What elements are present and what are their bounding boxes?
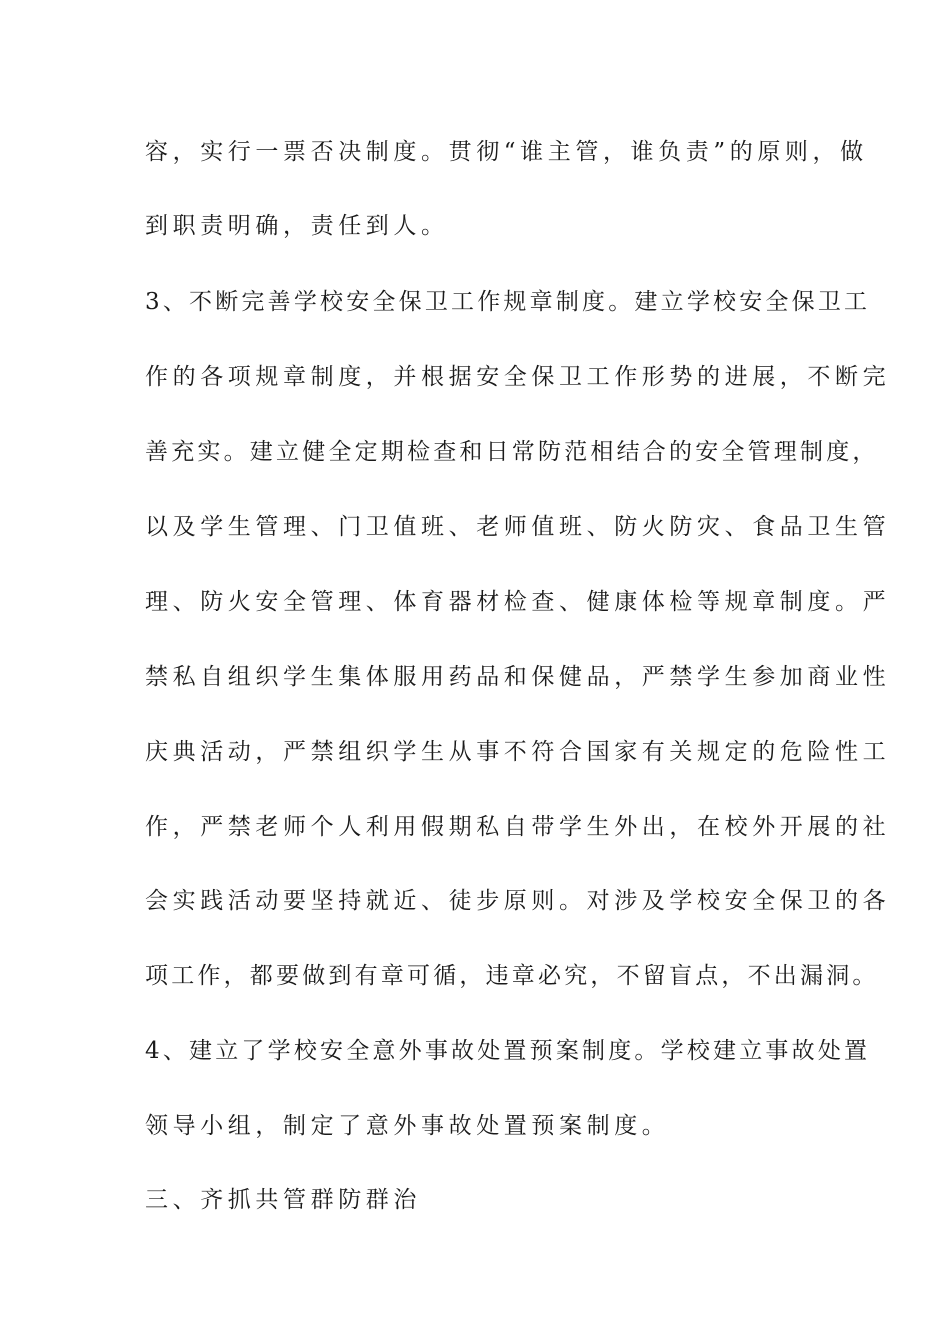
text-line: 善充实。建立健全定期检查和日常防范相结合的安全管理制度， bbox=[145, 439, 879, 465]
text-line: 庆典活动，严禁组织学生从事不符合国家有关规定的危险性工 bbox=[145, 739, 891, 765]
text-line: 4、建立了学校安全意外事故处置预案制度。学校建立事故处置 bbox=[145, 1038, 871, 1064]
text-line: 3、不断完善学校安全保卫工作规章制度。建立学校安全保卫工 bbox=[145, 289, 871, 315]
text-line: 作，严禁老师个人利用假期私自带学生外出，在校外开展的社 bbox=[145, 814, 891, 840]
text-line: 容，实行一票否决制度。贯彻“谁主管，谁负责”的原则，做 bbox=[145, 139, 868, 165]
text-line: 以及学生管理、门卫值班、老师值班、防火防灾、食品卫生管 bbox=[145, 514, 891, 540]
text-line: 会实践活动要坚持就近、徒步原则。对涉及学校安全保卫的各 bbox=[145, 888, 891, 914]
text-line: 领导小组，制定了意外事故处置预案制度。 bbox=[145, 1113, 670, 1139]
text-line: 理、防火安全管理、体育器材检查、健康体检等规章制度。严 bbox=[145, 589, 891, 615]
text-line: 项工作，都要做到有章可循，违章必究，不留盲点，不出漏洞。 bbox=[145, 963, 879, 989]
text-line: 到职责明确，责任到人。 bbox=[145, 213, 449, 239]
section-heading: 三、齐抓共管群防群治 bbox=[145, 1187, 421, 1213]
text-line: 禁私自组织学生集体服用药品和保健品，严禁学生参加商业性 bbox=[145, 664, 891, 690]
text-line: 作的各项规章制度，并根据安全保卫工作形势的进展，不断完 bbox=[145, 364, 891, 390]
